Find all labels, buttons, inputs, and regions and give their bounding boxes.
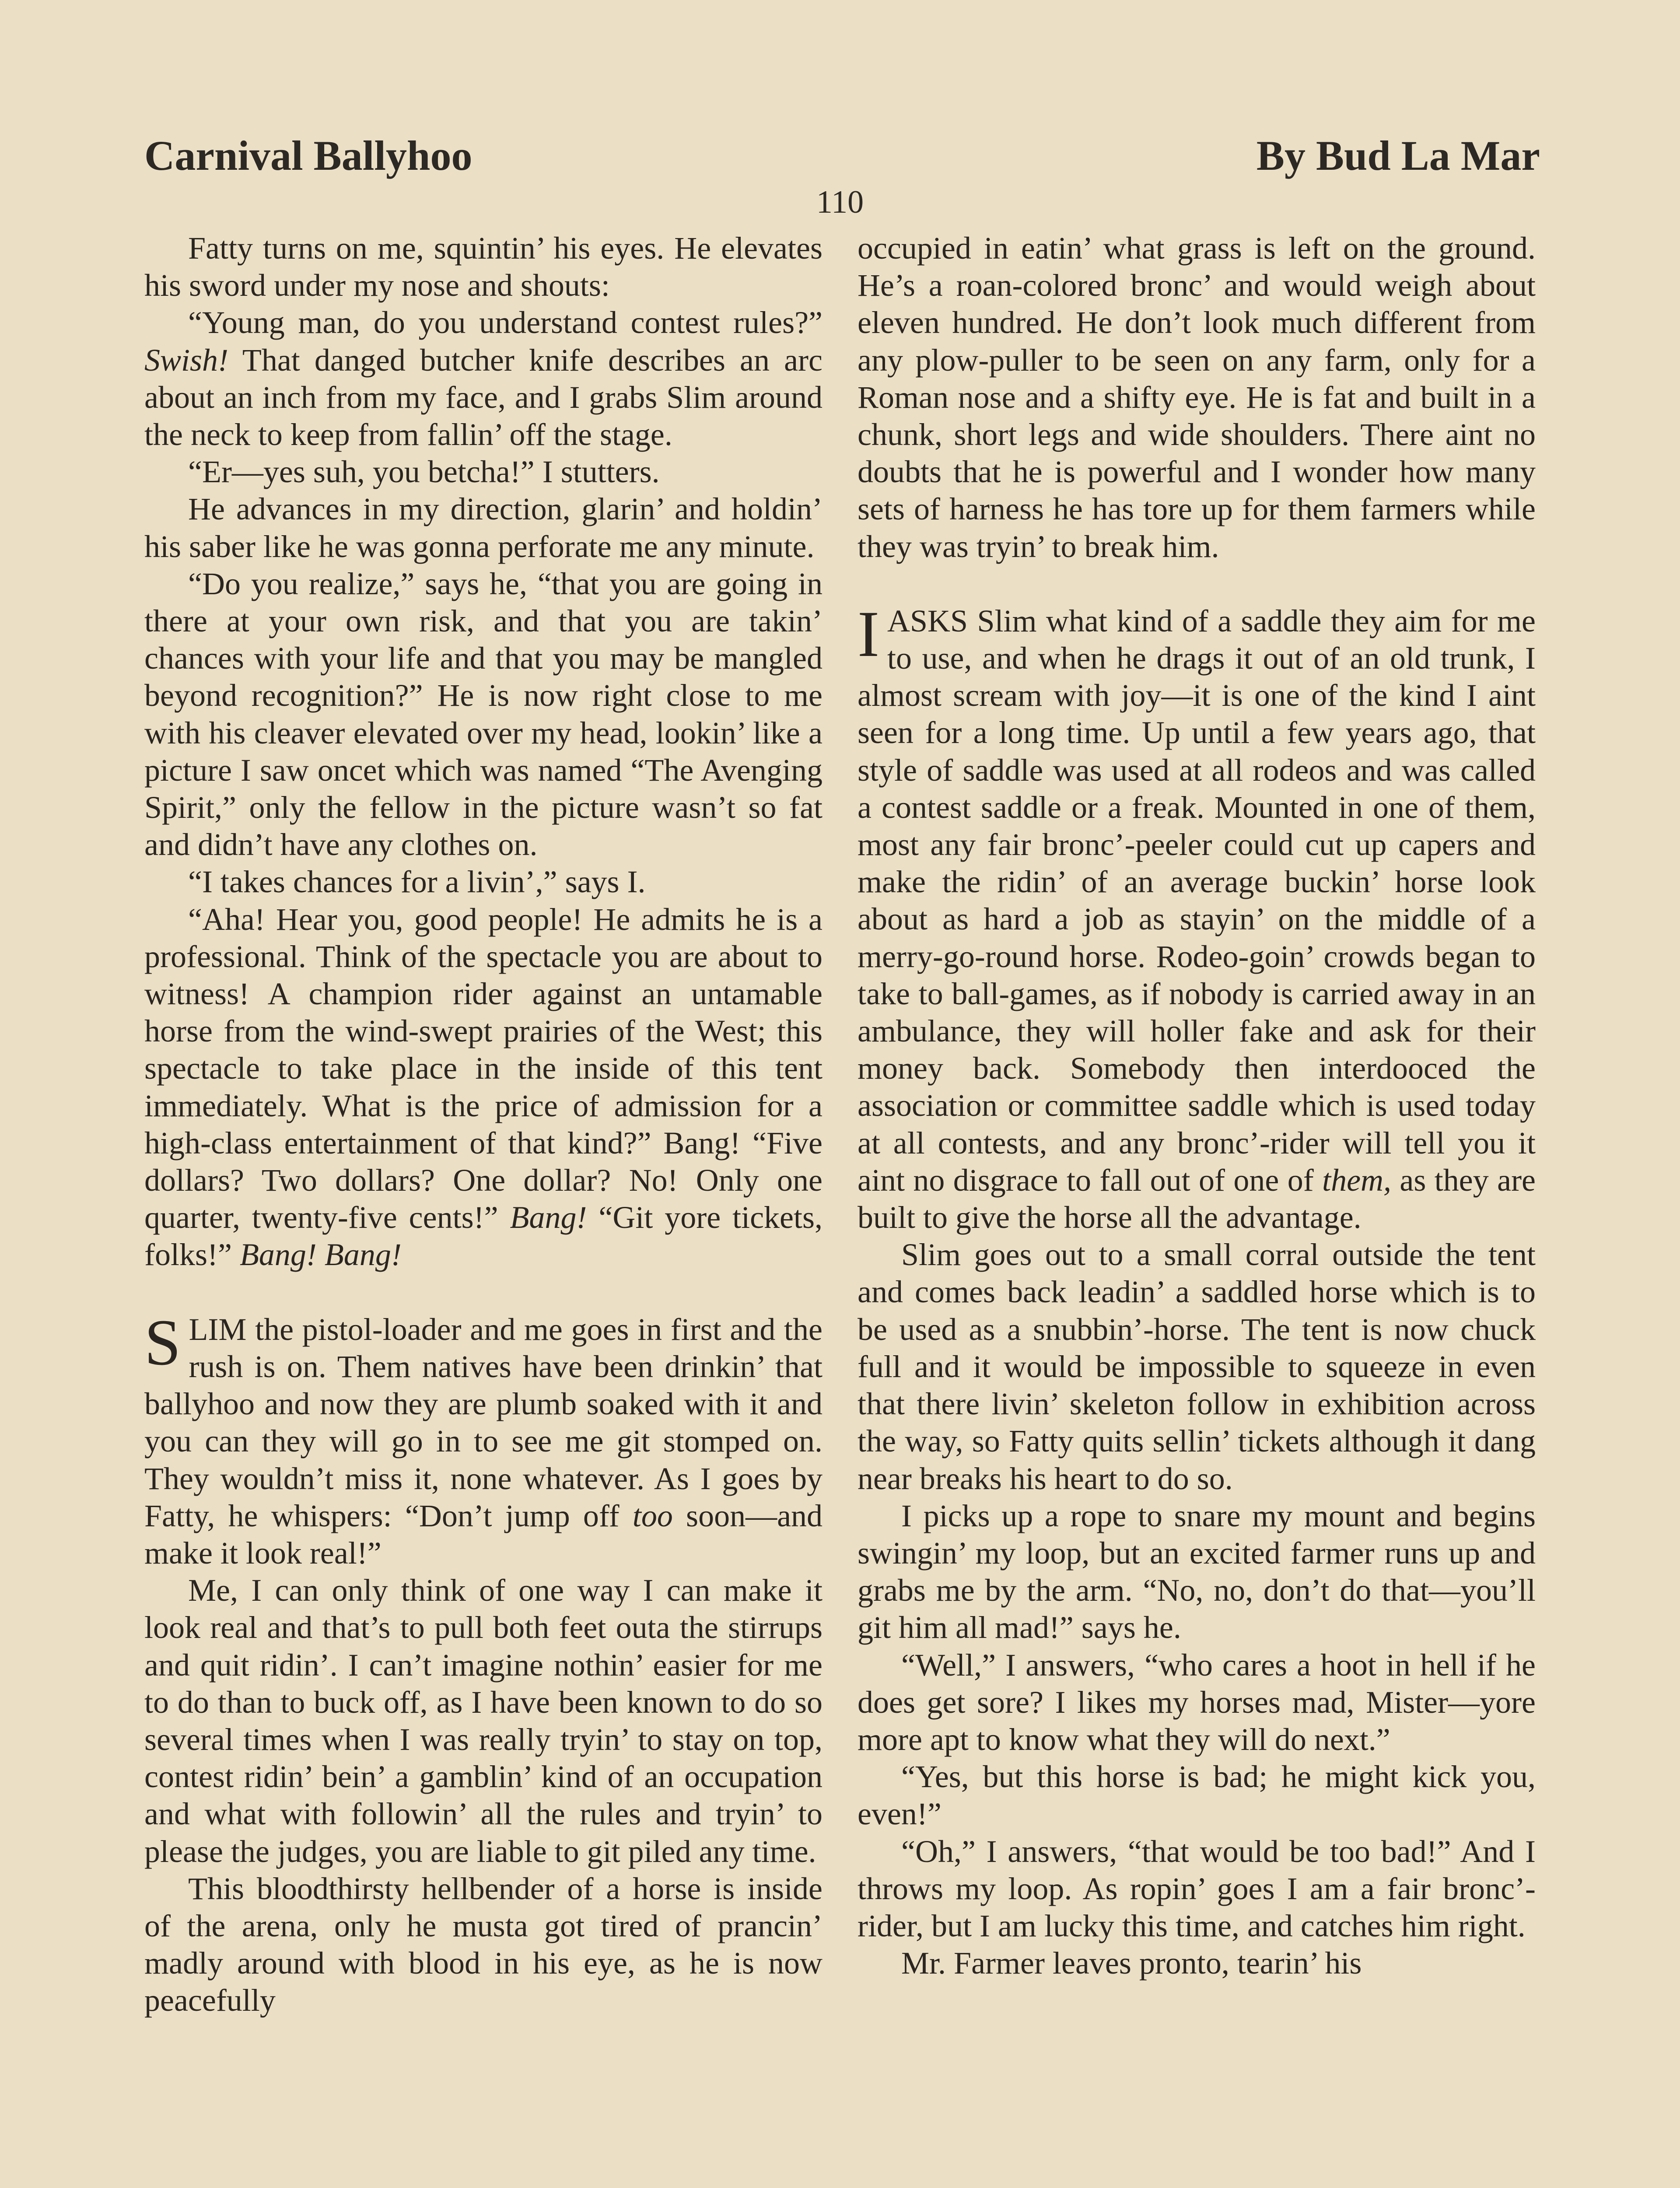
paragraph: “Er—yes suh, you betcha!” I stutters. bbox=[188, 454, 660, 490]
paragraph: “Yes, but this horse is bad; he might kick you, even!” bbox=[858, 1759, 1536, 1832]
paragraph: I picks up a rope to snare my mount and begins swingin’ my loop, but an excited farmer runs up and grabs me by the arm. “No, no, don’t do that—you’ll git him all mad!” says he. bbox=[858, 1498, 1536, 1645]
section-opening-paragraph: SLIM the pistol-loader and me goes in first and the rush is on. Them natives have been drinkin’ that ballyhoo and now they are plumb soaked with it and you can they will go in to see me git stomped on. They wouldn’t miss it, none whatever. As I goes by Fatty, he whispers: “Don’t jump off too soon—and make it look real!” bbox=[144, 1306, 823, 1571]
paragraph: “Oh,” I answers, “that would be too bad!” And I throws my loop. As ropin’ goes I am a fair bronc’-rider, but I am lucky this time, and catches him right. bbox=[858, 1834, 1536, 1943]
paragraph: “I takes chances for a livin’,” says I. bbox=[188, 864, 646, 900]
right-column bbox=[858, 230, 1536, 1982]
drop-cap: I bbox=[858, 597, 879, 670]
paragraph: Me, I can only think of one way I can make it look real and that’s to pull both feet outa the stirrups and quit ridin’. I can’t imagine nothin’ easier for me to do than to buck off, as I have been known to do so several times when I was really tryin’ to stay on top, contest ridin’ bein’ a gamblin’ kind of an occupation and what with followin’ all the rules and tryin’ to please the judges, you are liable to git piled any time. bbox=[144, 1573, 822, 1869]
section-opening-paragraph: IASKS Slim what kind of a saddle they aim for me to use, and when he drags it out of an old trunk, I almost scream with joy—it is one of the kind I aint seen for a long time. Up until a few years ago, that style of saddle was used at all rodeos and was called a contest saddle or a freak. Mounted in one of them, most any fair bronc’-peeler could cut up capers and make the ridin’ of an average buckin’ horse look about as hard a job as stayin’ on the middle of a merry-go-round horse. Rodeo-goin’ crowds began to take to ball-games, as if nobody is carried away in an ambulance, they will holler fake and ask for their money back. Somebody then interdooced the association or committee saddle which is used today at all contests, and any bronc’-rider will tell you it aint no disgrace to fall out of one of them, as they are built to give the horse all the advantage. bbox=[858, 597, 1536, 1235]
paragraph: Slim goes out to a small corral outside the tent and comes back leadin’ a saddled horse which is to be used as a snubbin’-horse. The tent is now chuck full and it would be impossible to squeeze in even that there livin’ skeleton follow in exhibition across the way, so Fatty quits sellin’ tickets although it dang near breaks his heart to do so. bbox=[858, 1237, 1536, 1496]
paragraph: “Well,” I answers, “who cares a hoot in hell if he does get sore? I likes my horses mad, Mister—yore more apt to know what they will do next.” bbox=[858, 1647, 1536, 1757]
page-number: 110 bbox=[816, 184, 864, 220]
paragraph: “Do you realize,” says he, “that you are going in there at your own risk, and that you are takin’ chances with your life and that you may be mangled beyond recognition?” He is now right close to me with his cleaver elevated over my head, lookin’ like a picture I saw oncet which was named “The Avenging Spirit,” only the fellow in the picture wasn’t so fat and didn’t have any clothes on. bbox=[144, 566, 822, 863]
author-byline: By Bud La Mar bbox=[1256, 132, 1540, 179]
left-column bbox=[144, 230, 822, 2020]
paragraph: This bloodthirsty hellbender of a horse is inside of the arena, only he musta got tired of prancin’ madly around with blood in his eye, as he is now peacefully bbox=[144, 1871, 822, 2018]
paragraph: Fatty turns on me, squintin’ his eyes. He elevates his sword under my nose and shouts: bbox=[144, 231, 822, 303]
paragraph: “Young man, do you understand contest rules?” Swish! That danged butcher knife describes an arc about an inch from my face, and I grabs Slim around the neck to keep from fallin’ off the stage. bbox=[144, 305, 822, 452]
paragraph: Mr. Farmer leaves pronto, tearin’ his bbox=[901, 1946, 1362, 1981]
paragraph: “Aha! Hear you, good people! He admits he is a professional. Think of the spectacle you are about to witness! A champion rider against an untamable horse from the wind-swept prairies of the West; this spectacle to take place in the inside of this tent immediately. What is the price of admission for a high-class entertainment of that kind?” Bang! “Five dollars? Two dollars? One dollar? No! Only one quarter, twenty-five cents!” Bang! “Git yore tickets, folks!” Bang! Bang! bbox=[144, 901, 823, 1273]
paragraph: He advances in my direction, glarin’ and holdin’ his saber like he was gonna perforate me any minute. bbox=[144, 491, 822, 564]
story-title: Carnival Ballyhoo bbox=[144, 132, 472, 179]
paragraph: occupied in eatin’ what grass is left on the ground. He’s a roan-colored bronc’ and would weigh about eleven hundred. He don’t look much different from any plow-puller to be seen on any farm, only for a Roman nose and a shifty eye. He is fat and built in a chunk, short legs and wide shoulders. There aint no doubts that he is powerful and I wonder how many sets of harness he has tore up for them farmers while they was tryin’ to break him. bbox=[858, 231, 1536, 564]
drop-cap: S bbox=[144, 1306, 181, 1379]
